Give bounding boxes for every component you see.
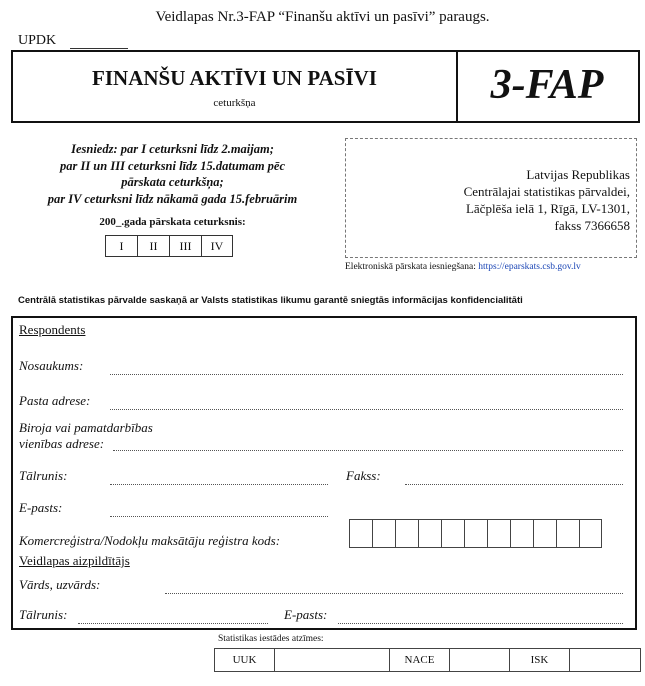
updk-field[interactable]	[70, 48, 128, 49]
deadline-line-1: Iesniedz: par I ceturksni līdz 2.maijam;	[71, 142, 274, 156]
quarter-selector	[105, 235, 233, 257]
address-line-2: Centrālajai statistikas pārvaldei,	[463, 184, 630, 199]
postal-address-label: Pasta adrese:	[19, 393, 91, 408]
filler-phone-field[interactable]	[78, 623, 268, 624]
quarter-iv-box[interactable]: IV	[201, 235, 233, 257]
nace-value-cell[interactable]	[449, 648, 509, 672]
postal-address-field[interactable]	[110, 409, 623, 410]
quarter-i-box[interactable]: I	[105, 235, 137, 257]
recipient-address	[350, 166, 630, 234]
register-code-label: Komercreģistra/Nodokļu maksātāju reģistra kods:	[19, 533, 281, 548]
respondents-section-title: Respondents	[19, 322, 86, 337]
filler-email-field[interactable]	[338, 623, 623, 624]
filler-phone-label: Tālrunis:	[19, 607, 68, 622]
deadline-line-2: par II un III ceturksni līdz 15.datumam pēc	[59, 158, 286, 173]
filler-email-label: E-pasts:	[284, 607, 328, 622]
respondent-form-box	[11, 316, 637, 630]
submission-deadlines	[10, 141, 335, 207]
fax-label: Fakss:	[346, 468, 381, 483]
address-line-1: Latvijas Republikas	[526, 167, 630, 182]
office-address-field[interactable]	[113, 450, 623, 451]
uuk-label-cell: UUK	[214, 648, 274, 672]
nace-label-cell: NACE	[389, 648, 449, 672]
quarter-ii-box[interactable]: II	[137, 235, 169, 257]
office-address-label	[19, 420, 153, 452]
filler-section-title: Veidlapas aizpildītājs	[19, 553, 130, 568]
address-line-4: fakss 7366658	[554, 218, 630, 233]
main-title: FINANŠU AKTĪVI UN PASĪVI	[92, 66, 377, 90]
stat-marks-title: Statistikas iestādes atzīmes:	[218, 634, 324, 644]
uuk-value-cell[interactable]	[274, 648, 389, 672]
email-field[interactable]	[110, 516, 328, 517]
form-code: 3-FAP	[490, 62, 604, 108]
stat-marks-row	[214, 648, 641, 672]
confidentiality-notice: Centrālā statistikas pārvalde saskaņā ar Valsts statistikas likumu garantē sniegtās informācijas konfidencialitāti	[18, 295, 523, 306]
main-subtitle: ceturkšņa	[213, 97, 256, 109]
updk-label: UPDK	[18, 33, 57, 48]
quarter-iii-box[interactable]: III	[169, 235, 201, 257]
phone-field[interactable]	[110, 484, 328, 485]
report-year-label: 200_.gada pārskata ceturksnis:	[99, 216, 246, 228]
filler-name-field[interactable]	[165, 593, 623, 594]
eparskats-link[interactable]: https://eparskats.csb.gov.lv	[478, 262, 581, 272]
phone-label: Tālrunis:	[19, 468, 68, 483]
form-sample-title: Veidlapas Nr.3-FAP “Finanšu aktīvi un pasīvi” paraugs.	[155, 9, 490, 25]
name-field[interactable]	[110, 374, 623, 375]
deadline-line-3: pārskata ceturkšņa;	[121, 175, 224, 189]
fax-field[interactable]	[405, 484, 623, 485]
office-label-line-2: vienības adrese:	[19, 436, 105, 451]
filler-name-label: Vārds, uzvārds:	[19, 577, 101, 592]
electronic-submission	[345, 262, 581, 272]
electronic-label: Elektroniskā pārskata iesniegšana:	[345, 262, 476, 272]
isk-value-cell[interactable]	[569, 648, 641, 672]
deadline-line-4: par IV ceturksni līdz nākamā gada 15.februārim	[47, 191, 298, 206]
name-label: Nosaukums:	[19, 358, 84, 373]
office-label-line-1: Biroja vai pamatdarbības	[19, 420, 153, 435]
address-line-3: Lāčplēša ielā 1, Rīgā, LV-1301,	[465, 201, 630, 216]
email-label: E-pasts:	[19, 500, 63, 515]
isk-label-cell: ISK	[509, 648, 569, 672]
register-code-cells[interactable]	[349, 519, 602, 548]
